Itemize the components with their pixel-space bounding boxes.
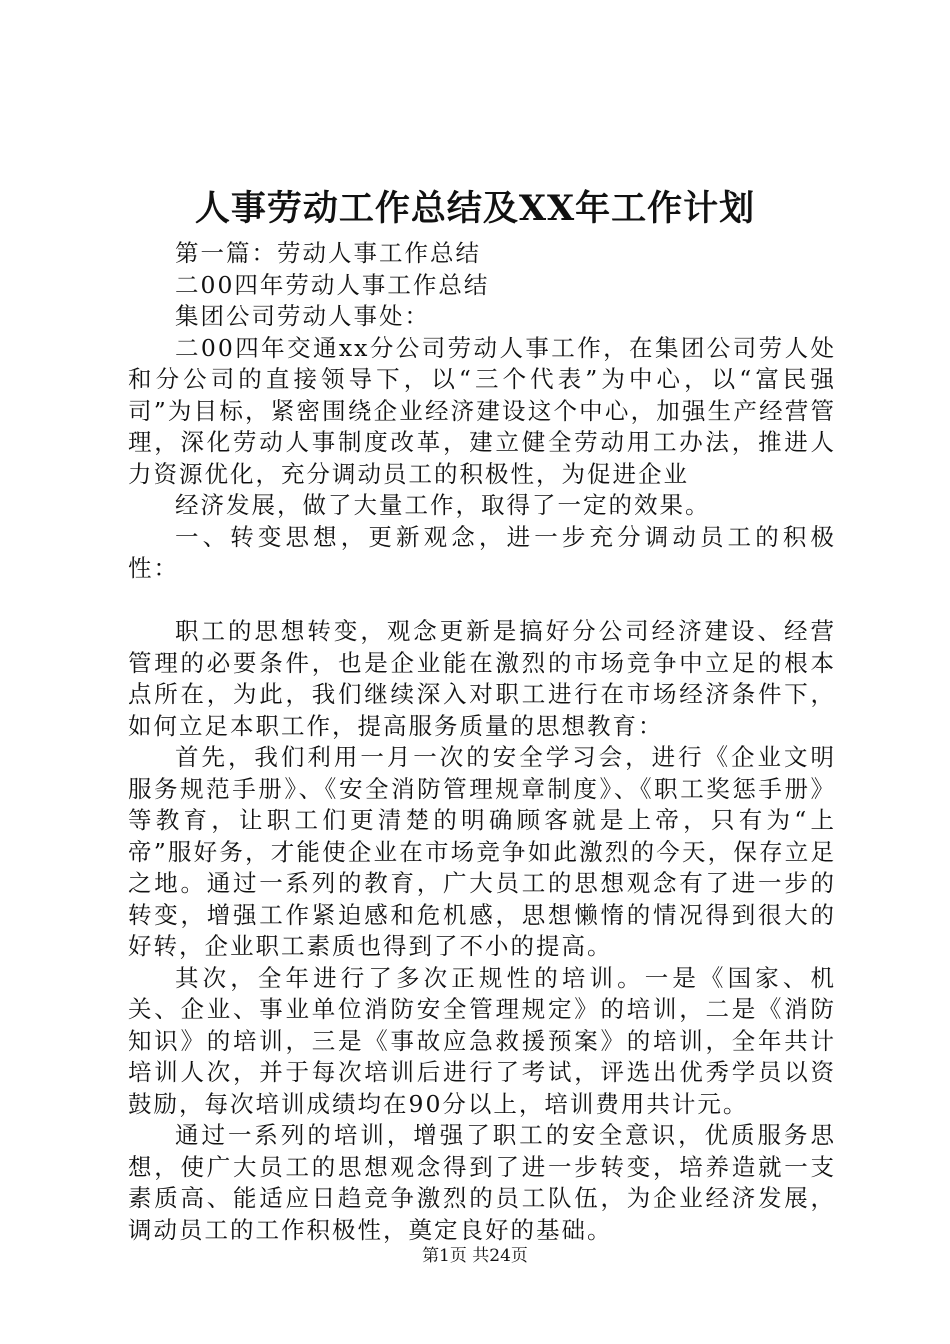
paragraph-report-title: 二00四年劳动人事工作总结	[175, 270, 490, 299]
paragraph-spacer	[128, 585, 836, 617]
document-title: 人事劳动工作总结及XX年工作计划	[194, 188, 756, 229]
paragraph-intro: 二00四年交通xx分公司劳动人事工作，在集团公司劳人处和分公司的直接领导下，以“三个代表”为中心，以“富民强司”为目标，紧密围绕企业经济建设这个中心，加强生产经营管理，深化劳动人事制度改革，建立健全劳动用工办法，推进人力资源优化，充分调动员工的积极性，为促进企业	[128, 333, 836, 488]
paragraph-heading-one: 一、转变思想，更新观念，进一步充分调动员工的积极性：	[128, 522, 836, 582]
paragraph-second: 其次，全年进行了多次正规性的培训。一是《国家、机关、企业、事业单位消防安全管理规定》的培训，二是《消防知识》的培训，三是《事故应急救援预案》的培训，全年共计培训人次，并于每次培训后进行了考试，评选出优秀学员以资鼓励，每次培训成绩均在90分以上，培训费用共计元。	[128, 963, 836, 1118]
paragraph-first: 首先，我们利用一月一次的安全学习会，进行《企业文明服务规范手册》、《安全消防管理规章制度》、《职工奖惩手册》等教育，让职工们更清楚的明确顾客就是上帝，只有为“上帝”服好务，才能使企业在市场竞争如此激烈的今天，保存立足之地。通过一系列的教育，广大员工的思想观念有了进一步的转变，增强工作紧迫感和危机感，思想懒惰的情况得到很大的好转，企业职工素质也得到了不小的提高。	[128, 743, 836, 960]
paragraph-section-heading: 第一篇：劳动人事工作总结	[175, 239, 481, 267]
paragraph-thought-change: 职工的思想转变，观念更新是搞好分公司经济建设、经营管理的必要条件，也是企业能在激烈的市场竞争中立足的根本点所在，为此，我们继续深入对职工进行在市场经济条件下，如何立足本职工作，提高服务质量的思想教育：	[128, 617, 836, 740]
paragraph-addressee: 集团公司劳动人事处：	[175, 302, 430, 330]
document-body	[128, 238, 836, 1246]
page-number-footer: 第1页 共24页	[422, 1246, 528, 1266]
paragraph-conclusion: 通过一系列的培训，增强了职工的安全意识，优质服务思想，使广大员工的思想观念得到了进一步转变，培养造就一支素质高、能适应日趋竞争激烈的员工队伍，为企业经济发展，调动员工的工作积极性，奠定良好的基础。	[128, 1121, 836, 1244]
paragraph-intro-continued: 经济发展，做了大量工作，取得了一定的效果。	[175, 491, 711, 519]
